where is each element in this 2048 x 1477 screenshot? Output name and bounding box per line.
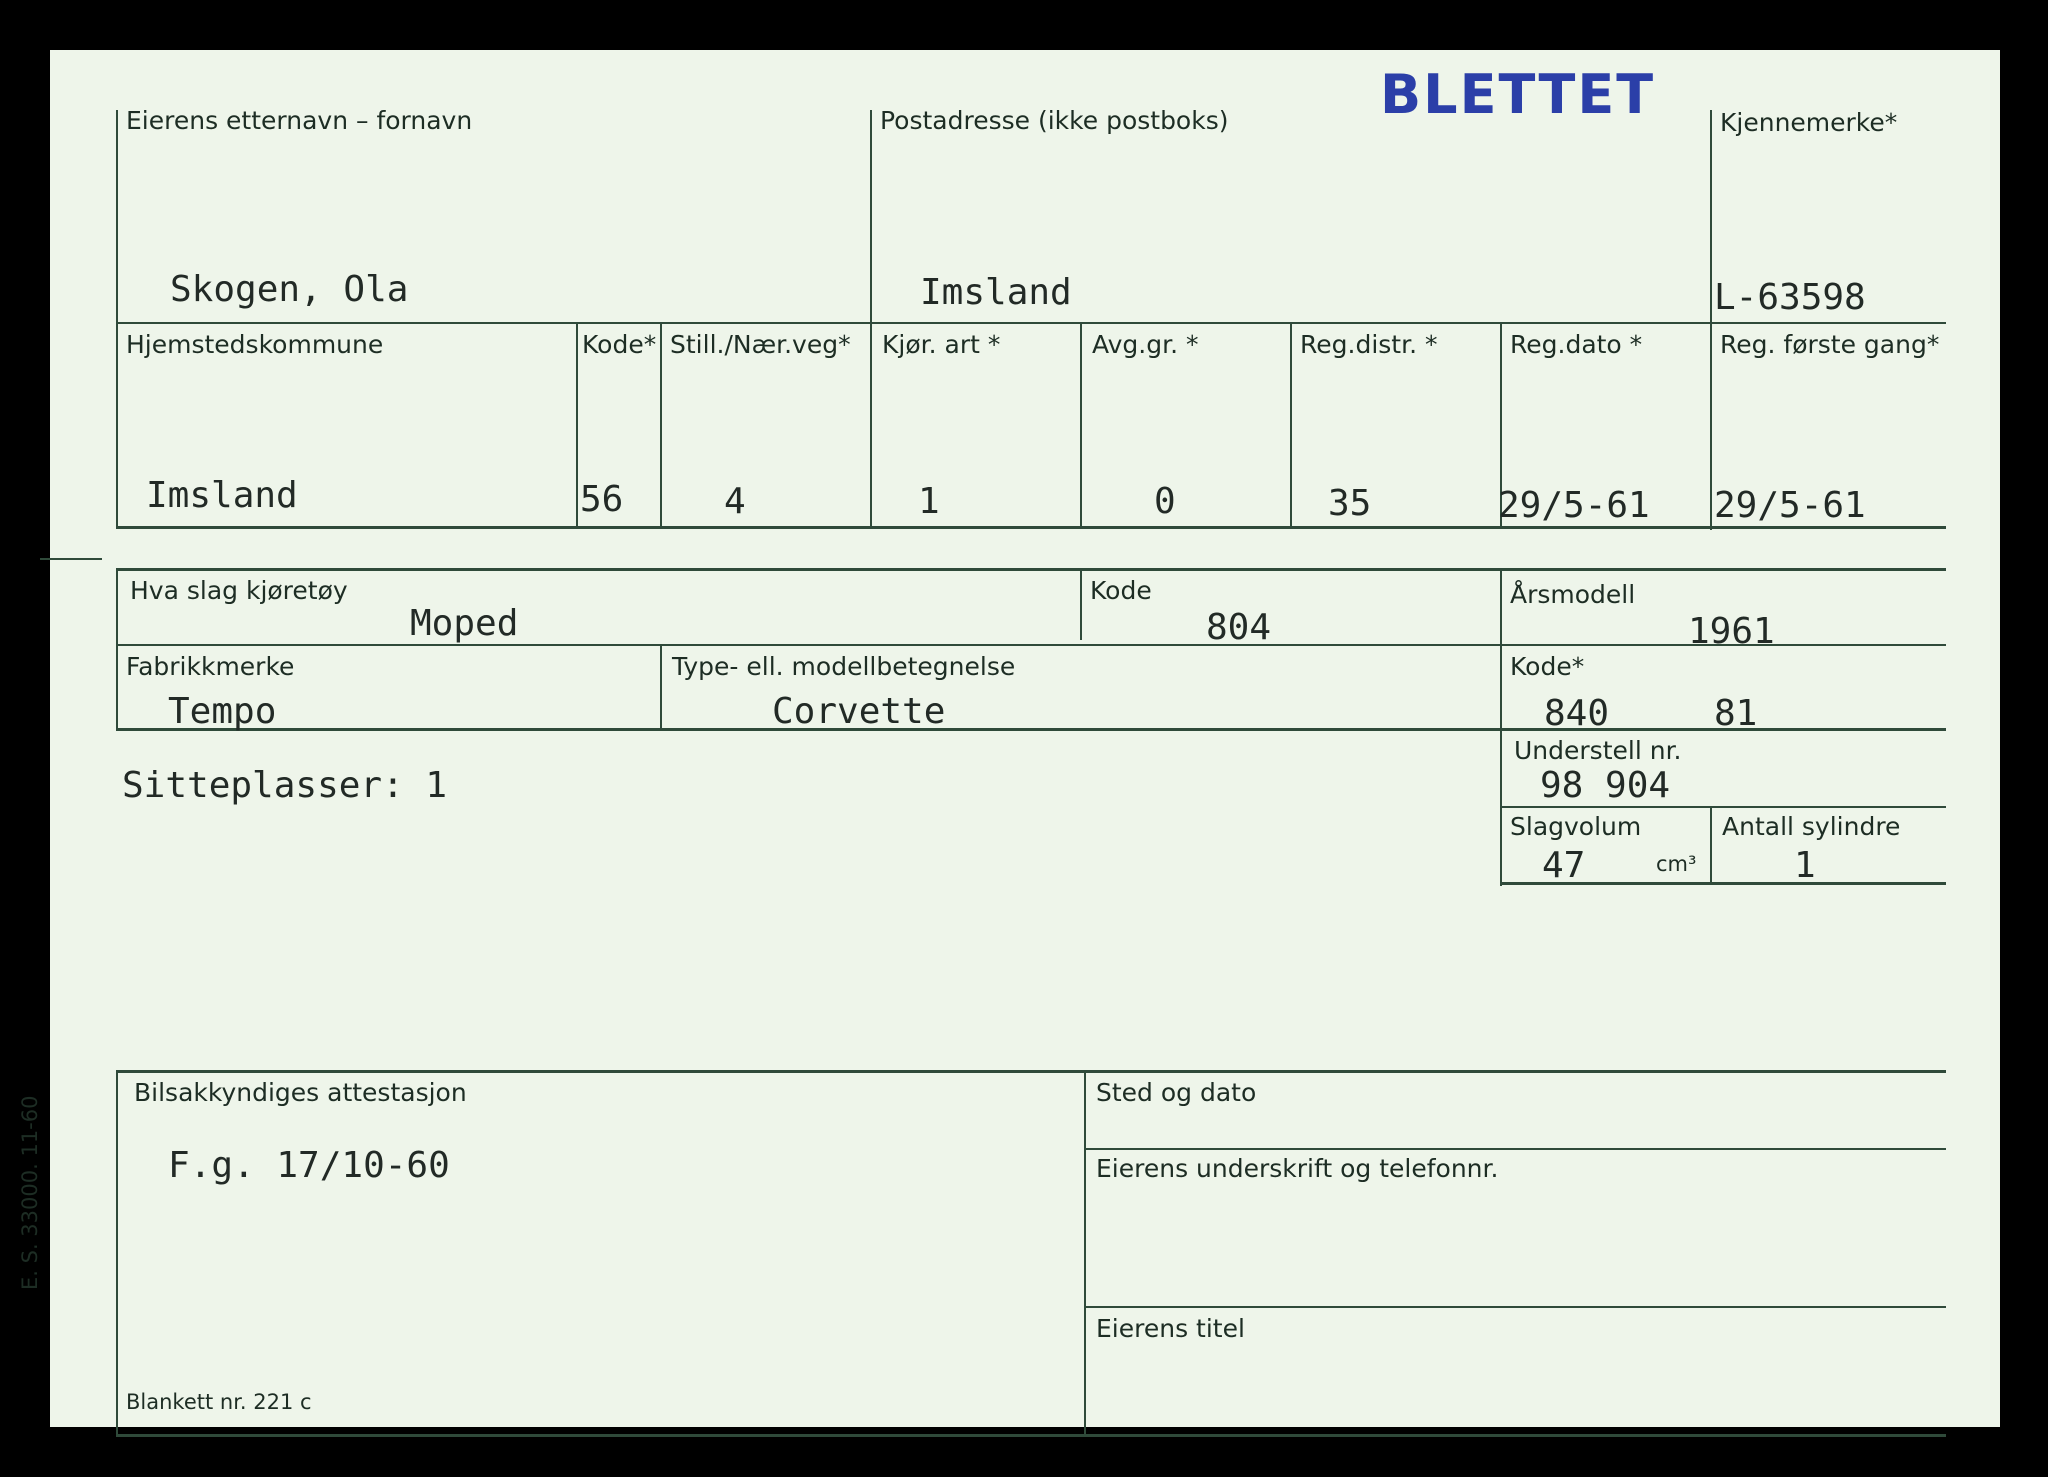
driving-type-label: Kjør. art * [882,330,1001,359]
code-label: Kode* [582,330,657,359]
signature-label: Eierens underskrift og telefonnr. [1096,1154,1499,1183]
attest-top-line [116,1070,1946,1073]
blettet-stamp: BLETTET [1380,63,1656,126]
row-line-reg [116,526,1946,529]
vehicle-type-label: Hva slag kjøretøy [130,576,348,605]
reg-district-value: 35 [1328,483,1372,524]
divider-reg-1 [576,322,578,526]
reg-district-label: Reg.distr. * [1300,330,1438,359]
vehicle-left-border [116,568,118,730]
inspector-label: Bilsakkyndiges attestasjon [134,1078,467,1107]
divider-reg-5 [1290,322,1292,526]
chassis-mid-line [1500,806,1946,808]
vehicle-divider-code [1080,568,1082,640]
reg-date-value: 29/5-61 [1498,485,1650,526]
municipality-label: Hjemstedskommune [126,330,384,359]
filler [116,518,118,520]
owner-name-value: Skogen, Ola [170,269,409,310]
year-value: 1961 [1688,611,1775,652]
edge-tick [40,558,102,560]
divider-reg-3 [870,322,872,526]
cylinders-value: 1 [1794,845,1816,886]
left-border-reg [116,322,118,528]
year-label: Årsmodell [1510,580,1636,609]
displacement-value: 47 [1542,845,1586,886]
plate-label: Kjennemerke* [1720,108,1898,137]
row-line-owner [116,322,1946,324]
side-print: E. S. 33000. 11-60 [18,1095,42,1290]
plate-value: L-63598 [1714,277,1866,318]
inspector-value: F.g. 17/10-60 [168,1145,450,1186]
fee-group-value: 0 [1154,481,1176,522]
municipality-value: Imsland [146,475,298,516]
vehicle-code-label: Kode [1090,576,1152,605]
divider-reg-4 [1080,322,1082,526]
divider-reg-2 [660,322,662,526]
seats-note: Sitteplasser: 1 [122,765,448,806]
cylinders-label: Antall sylindre [1722,812,1901,841]
position-value: 4 [724,481,746,522]
driving-type-value: 1 [918,481,940,522]
divider-address-plate [1710,110,1712,530]
attest-line-2 [1086,1306,1946,1308]
make-code-value-2: 81 [1714,693,1758,734]
make-value: Tempo [168,691,277,732]
attest-line-1 [1086,1148,1946,1150]
make-label: Fabrikkmerke [126,652,295,681]
fee-group-label: Avg.gr. * [1092,330,1199,359]
attest-divider [1084,1070,1086,1434]
form-number: Blankett nr. 221 c [126,1390,312,1414]
address-label: Postadresse (ikke postboks) [880,106,1229,135]
vehicle-type-value: Moped [410,603,519,644]
vehicle-bottom-line [116,728,1946,731]
address-value: Imsland [920,272,1072,313]
registration-card [18,50,2000,1427]
model-label: Type- ell. modellbetegnelse [672,652,1016,681]
vehicle-top-line [116,568,1946,571]
model-value: Corvette [772,691,946,732]
place-date-label: Sted og dato [1096,1078,1257,1107]
title-label: Eierens titel [1096,1314,1245,1343]
attest-left-border [116,1070,118,1436]
make-code-value-1: 840 [1544,693,1610,734]
first-reg-value: 29/5-61 [1714,485,1866,526]
chassis-divider [1710,808,1712,884]
attest-bottom-line [116,1434,1946,1437]
chassis-label: Understell nr. [1514,736,1682,765]
first-reg-label: Reg. første gang* [1720,330,1940,359]
vehicle-divider-model [660,646,662,730]
reg-date-label: Reg.dato * [1510,330,1643,359]
chassis-value: 98 904 [1540,765,1671,806]
code-value: 56 [580,479,624,520]
displacement-label: Slagvolum [1510,812,1642,841]
owner-name-label: Eierens etternavn – fornavn [126,106,473,135]
vehicle-mid-line [116,644,1946,646]
make-code-label: Kode* [1510,652,1585,681]
position-label: Still./Nær.veg* [670,330,851,359]
displacement-unit: cm³ [1656,852,1697,876]
vehicle-code-value: 804 [1206,607,1272,648]
